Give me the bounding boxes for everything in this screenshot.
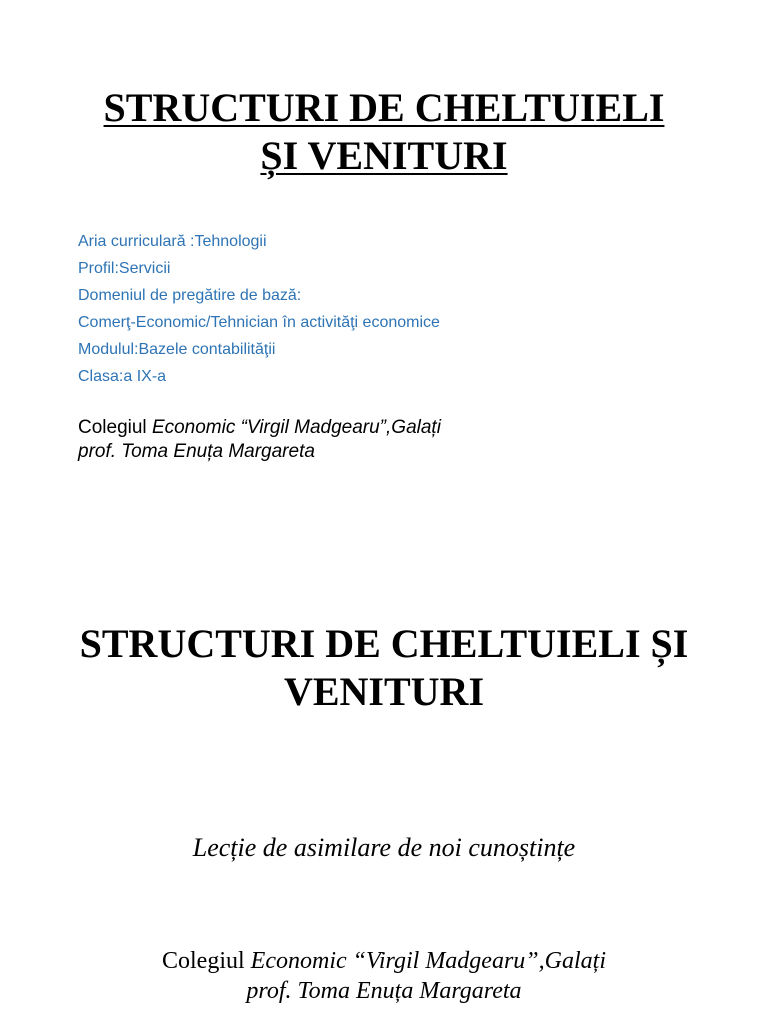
school-prefix: Colegiul [78, 417, 152, 438]
slide-2-title-line-2: VENITURI [283, 669, 485, 714]
training-domain: Comerţ-Economic/Tehnician în activităţi economice [78, 314, 440, 331]
curriculum-info-list [78, 228, 440, 390]
school-prefix: Colegiul [162, 948, 251, 974]
school-name [78, 416, 441, 440]
profile: Profil:Servicii [78, 260, 171, 277]
class-level: Clasa:a IX-a [78, 368, 167, 385]
slide-1-title [0, 84, 768, 180]
school-name-italic: Economic “Virgil Madgearu”,Galați [151, 417, 441, 438]
module: Modulul:Bazele contabilităţii [78, 341, 276, 358]
slide-1-author-block [78, 416, 441, 464]
lesson-type-subtitle: Lecție de asimilare de noi cunoștințe [192, 833, 576, 862]
training-domain-label: Domeniul de pregătire de bază: [78, 287, 302, 304]
school-name [0, 946, 768, 976]
slide-2-title [0, 620, 768, 716]
slide-2 [0, 512, 768, 1024]
slide-2-author-block [0, 946, 768, 1006]
slide-2-title-line-1: STRUCTURI DE CHELTUIELI ȘI [79, 621, 689, 666]
slide-1-title-line-1: STRUCTURI DE CHELTUIELI [103, 85, 665, 130]
slide-1-title-line-2: ȘI VENITURI [260, 133, 508, 178]
teacher-name: prof. Toma Enuța Margareta [246, 978, 522, 1004]
teacher-name: prof. Toma Enuța Margareta [78, 441, 315, 462]
curriculum-area: Aria curriculară :Tehnologii [78, 233, 267, 250]
school-name-italic: Economic “Virgil Madgearu”,Galați [250, 948, 606, 974]
